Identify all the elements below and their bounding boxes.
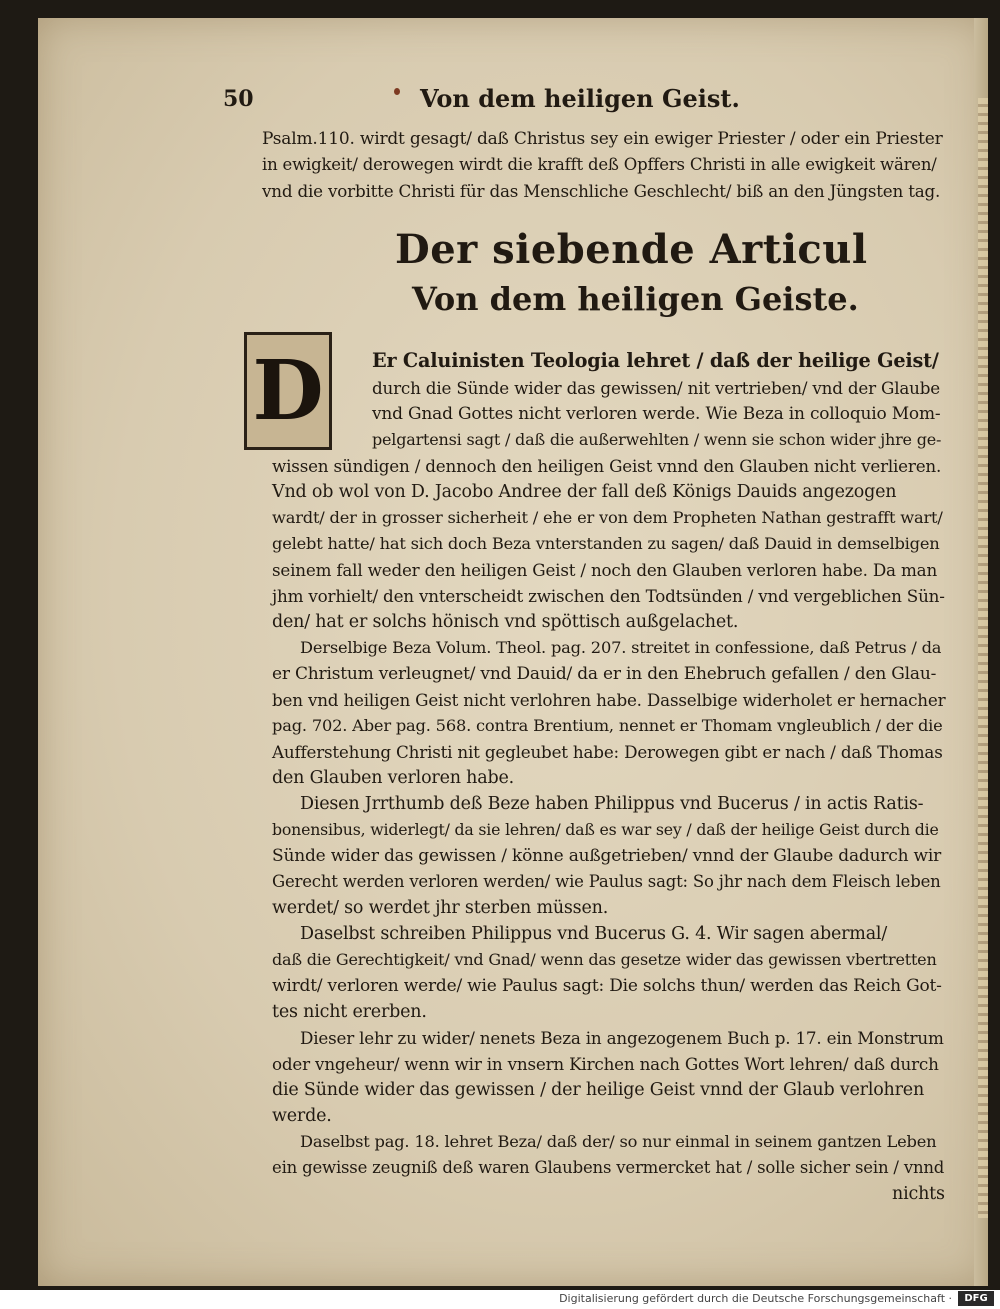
dropcap-initial: D bbox=[244, 332, 332, 450]
body-line: tes nicht ererben. bbox=[272, 1002, 427, 1022]
body-line: wirdt/ verloren werde/ wie Paulus sagt: Die solchs thun/ werden das Reich Got- bbox=[272, 976, 942, 996]
body-line: gelebt hatte/ hat sich doch Beza vnterstanden zu sagen/ daß Dauid in demselbigen bbox=[272, 534, 940, 553]
dfg-logo: DFG bbox=[958, 1291, 994, 1306]
intro-line: vnd die vorbitte Christi für das Menschliche Geschlecht/ biß an den Jüngsten tag. bbox=[262, 181, 941, 201]
body-line: pag. 702. Aber pag. 568. contra Brentium, nennet er Thomam vngleublich / der die bbox=[272, 716, 943, 735]
body-line: Gerecht werden verloren werden/ wie Paulus sagt: So jhr nach dem Fleisch leben bbox=[272, 872, 941, 891]
body-line: wissen sündigen / dennoch den heiligen Geist vnnd den Glauben nicht verlieren. bbox=[272, 456, 942, 476]
body-line: oder vngeheur/ wenn wir in vnsern Kirchen nach Gottes Wort lehren/ daß durch bbox=[272, 1054, 939, 1074]
intro-line: in ewigkeit/ derowegen wirdt die krafft deß Opffers Christi in alle ewigkeit wären/ bbox=[262, 155, 937, 174]
intro-line: Psalm.110. wirdt gesagt/ daß Christus sey ein ewiger Priester / oder ein Priester bbox=[262, 129, 943, 149]
body-line: er Christum verleugnet/ vnd Dauid/ da er in den Ehebruch gefallen / den Glau- bbox=[272, 664, 937, 684]
body-line: werde. bbox=[272, 1106, 332, 1126]
funding-credit: Digitalisierung gefördert durch die Deutsche Forschungsgemeinschaft · bbox=[559, 1292, 952, 1305]
running-head: Von dem heiligen Geist. bbox=[420, 84, 740, 113]
body-line: Aufferstehung Christi nit gegleubet habe: Derowegen gibt er nach / daß Thomas bbox=[272, 742, 943, 762]
body-line: Dieser lehr zu wider/ nenets Beza in angezogenem Buch p. 17. ein Monstrum bbox=[300, 1028, 944, 1048]
body-line: bonensibus, widerlegt/ da sie lehren/ daß es war sey / daß der heilige Geist durch die bbox=[272, 820, 939, 839]
page-number: 50 bbox=[223, 86, 254, 112]
body-line: Er Caluinisten Teologia lehret / daß der heilige Geist/ bbox=[372, 349, 939, 372]
body-line: Sünde wider das gewissen / könne außgetrieben/ vnnd der Glaube dadurch wir bbox=[272, 846, 942, 866]
body-line: Diesen Jrrthumb deß Beze haben Philippus vnd Bucerus / in actis Ratis- bbox=[300, 794, 924, 814]
body-line: ein gewisse zeugniß deß waren Glaubens vermercket hat / solle sicher sein / vnnd bbox=[272, 1158, 945, 1177]
body-line: jhm vorhielt/ den vnterscheidt zwischen den Todtsünden / vnd vergeblichen Sün- bbox=[272, 586, 945, 606]
body-line: werdet/ so werdet jhr sterben müssen. bbox=[272, 898, 609, 918]
catchword: nichts bbox=[892, 1184, 945, 1204]
body-line: daß die Gerechtigkeit/ vnd Gnad/ wenn das gesetze wider das gewissen vbertretten bbox=[272, 950, 937, 969]
article-subtitle: Von dem heiligen Geiste. bbox=[412, 280, 859, 318]
body-line: ben vnd heiligen Geist nicht verlohren habe. Dasselbige widerholet er hernacher bbox=[272, 690, 946, 710]
body-line: vnd Gnad Gottes nicht verloren werde. Wie Beza in colloquio Mom- bbox=[372, 404, 941, 424]
body-line: seinem fall weder den heiligen Geist / noch den Glauben verloren habe. Da man bbox=[272, 560, 938, 580]
body-line: durch die Sünde wider das gewissen/ nit vertrieben/ vnd der Glaube bbox=[372, 378, 941, 398]
body-line: wardt/ der in grosser sicherheit / ehe er von dem Propheten Nathan gestrafft wart/ bbox=[272, 508, 943, 527]
body-line: den Glauben verloren habe. bbox=[272, 768, 514, 788]
body-line: die Sünde wider das gewissen / der heilige Geist vnnd der Glaub verlohren bbox=[272, 1080, 925, 1100]
body-line: den/ hat er solchs hönisch vnd spöttisch außgelachet. bbox=[272, 612, 739, 632]
footer-bar bbox=[0, 1290, 1000, 1309]
body-line: Daselbst schreiben Philippus vnd Bucerus G. 4. Wir sagen abermal/ bbox=[300, 924, 888, 944]
article-title: Der siebende Articul bbox=[395, 226, 868, 273]
body-line: Daselbst pag. 18. lehret Beza/ daß der/ so nur einmal in seinem gantzen Leben bbox=[300, 1132, 937, 1151]
body-line: Vnd ob wol von D. Jacobo Andree der fall deß Königs Dauids angezogen bbox=[272, 482, 897, 502]
body-line: pelgartensi sagt / daß die außerwehlten / wenn sie schon wider jhre ge- bbox=[372, 430, 942, 449]
body-line: Derselbige Beza Volum. Theol. pag. 207. streitet in confessione, daß Petrus / da bbox=[300, 638, 942, 657]
